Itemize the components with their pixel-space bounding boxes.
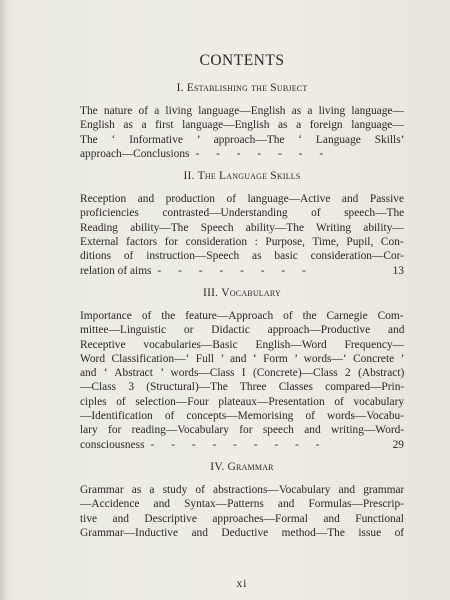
summary-line: approach—Conclusions [80,147,190,160]
summary-last-line [80,147,404,161]
section-summary-4 [80,483,404,540]
leader-dots: - - - - - - - - [157,264,313,277]
summary-line: —Class 3 (Structural)—The Three Classes compared—Prin- [80,381,404,394]
summary-line: relation of aims [80,264,152,277]
summary-line: The ‘ Informative ’ approach—The ‘ Language Skills’ [80,133,404,146]
summary-line: mittee—Linguistic or Didactic approach—Productive and [80,324,404,337]
section-title: Vocabulary [221,286,281,299]
section-summary-3 [80,309,404,452]
section-title: Grammar [227,460,274,473]
page-title: CONTENTS [199,52,285,69]
summary-line: —Identification of concepts—Memorising of words—Vocabu- [80,410,404,423]
summary-line: Reading ability—The Speech ability—The Writing ability— [80,221,404,234]
summary-line: English as a first language—English as a foreign language— [80,119,404,132]
summary-line: and ‘ Abstract ’ words—Class I (Concrete)—Class 2 (Abstract) [80,367,404,380]
contents-block [80,52,404,590]
summary-line: consciousness [80,438,145,451]
section-summary-2 [80,192,404,278]
page-number: 13 [392,264,404,277]
section-number: IV. [210,460,225,473]
section-heading-2 [80,169,404,183]
summary-last-line [80,438,404,452]
section-number: I. [176,82,184,94]
page-gutter-shadow [0,0,7,600]
summary-line: Grammar—Inductive and Deductive method—The issue of [80,526,404,539]
summary-line: tive and Descriptive approaches—Formal and Functional [80,512,404,525]
summary-line: —Accidence and Syntax—Patterns and Formulas—Prescrip- [80,498,404,511]
page-number: 29 [392,438,404,451]
summary-line: Receptive vocabularies—Basic English—Word Frequency— [80,338,404,351]
summary-line: Reception and production of language—Active and Passive [80,193,404,206]
leader-dots: - - - - - - - [195,147,331,160]
section-title: Establishing the Subject [186,82,308,94]
section-title: The Language Skills [197,170,301,183]
section-summary-1 [80,104,404,161]
leader-dots: - - - - - - - - - [150,438,327,451]
section-heading-4 [80,460,404,474]
summary-last-line [80,264,404,278]
summary-line: ditions of instruction—Speech as basic consideration—Cor- [80,250,404,263]
folio-page-number: xi [236,578,248,590]
summary-line: Grammar as a study of abstractions—Vocabulary and grammar [80,483,404,496]
summary-line: Word Classification—‘ Full ’ and ‘ Form ’ words—‘ Concrete ’ [80,352,404,365]
section-number: III. [203,286,219,299]
summary-line: External factors for consideration : Purpose, Time, Pupil, Con- [80,236,404,249]
section-heading-1 [80,81,404,95]
section-number: II. [183,170,195,183]
summary-line: ciples of selection—Four plateaux—Presentation of vocabulary [80,395,404,408]
summary-line: lary for reading—Vocabulary for speech and writing—Word- [80,424,404,437]
summary-line: The nature of a living language—English as a living language— [80,105,404,117]
section-heading-3 [80,286,404,300]
summary-line: proficiencies contrasted—Understanding of speech—The [80,207,404,220]
summary-line: Importance of the feature—Approach of the Carnegie Com- [80,309,404,322]
